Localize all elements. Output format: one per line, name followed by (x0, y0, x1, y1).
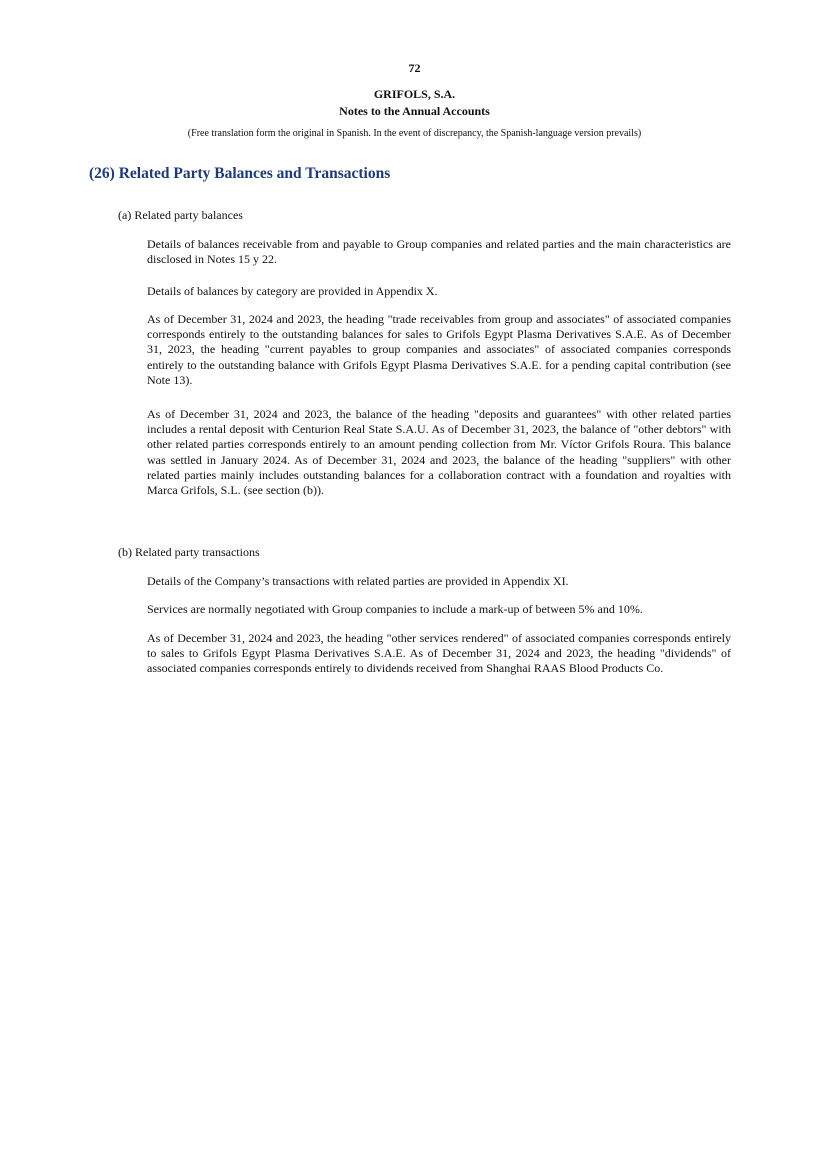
paragraph: Details of the Company’s transactions with related parties are provided in Appendix XI. (147, 574, 569, 588)
subsection-heading-balances: (a) Related party balances (118, 208, 243, 222)
subsection-heading-transactions: (b) Related party transactions (118, 545, 260, 559)
paragraph: As of December 31, 2024 and 2023, the heading "trade receivables from group and associates" of associated companies corresponds entirely to the outstanding balances for sales to Grifols Egypt Plasma Derivatives S.A.E. As of December 31, 2023, the heading "current payables to group companies and associates" of associated companies corresponds entirely to the outstanding balance with Grifols Egypt Plasma Derivatives S.A.E. for a pending capital contribution (see Note 13). (147, 312, 731, 387)
paragraph: As of December 31, 2024 and 2023, the balance of the heading "deposits and guarantees" with other related parties includes a rental deposit with Centurion Real State S.A.U. As of December 31, 2023, the balance of "other debtors" with other related parties corresponds entirely to an amount pending collection from Mr. Víctor Grifols Roura. This balance was settled in January 2024. As of December 31, 2024 and 2023, the balance of the heading "suppliers" with other related parties mainly includes outstanding balances for a collaboration contract with a foundation and royalties with Marca Grifols, S.L. (see section (b)). (147, 407, 731, 498)
paragraph: Details of balances by category are provided in Appendix X. (147, 284, 438, 298)
page-number: 72 (408, 61, 421, 75)
paragraph: As of December 31, 2024 and 2023, the heading "other services rendered" of associated companies corresponds entirely to sales to Grifols Egypt Plasma Derivatives S.A.E. As of December 31, 2024 and 2023, the heading "dividends" of associated companies corresponds entirely to dividends received from Shanghai RAAS Blood Products Co. (147, 631, 731, 676)
paragraph: Services are normally negotiated with Group companies to include a mark-up of between 5% and 10%. (147, 602, 643, 616)
company-name: GRIFOLS, S.A. (373, 87, 456, 101)
section-heading: (26) Related Party Balances and Transactions (89, 165, 391, 182)
translation-disclaimer: (Free translation form the original in Spanish. In the event of discrepancy, the Spanish-language version prevails) (187, 128, 642, 139)
document-title: Notes to the Annual Accounts (339, 104, 490, 118)
paragraph: Details of balances receivable from and payable to Group companies and related parties and the main characteristics are disclosed in Notes 15 y 22. (147, 237, 731, 267)
